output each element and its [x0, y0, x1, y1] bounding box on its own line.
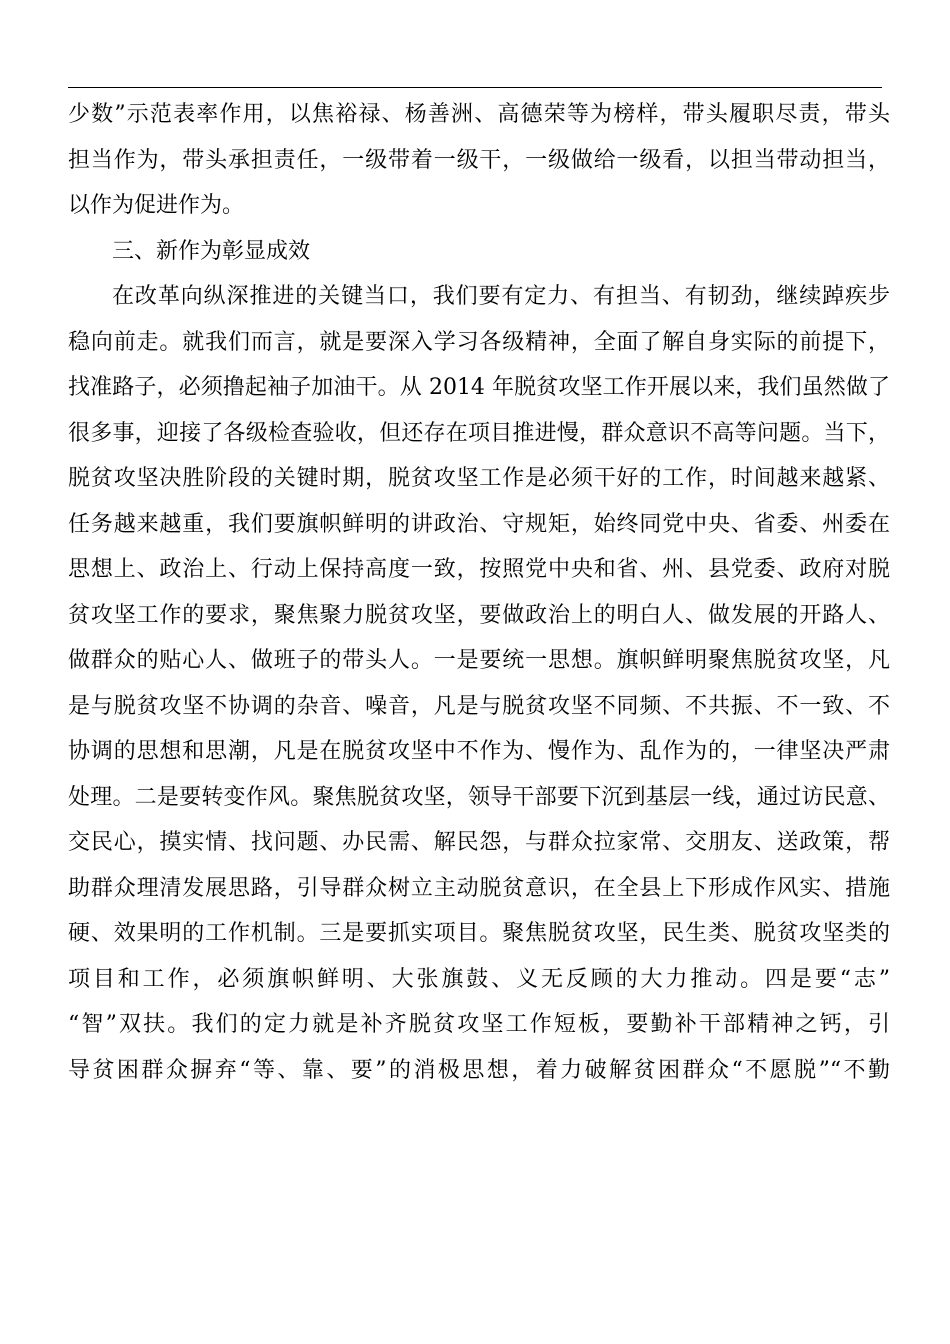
- section-heading: 三、新作为彰显成效: [112, 238, 311, 264]
- text-line: 导贫困群众摒弃“等、靠、要”的消极思想，着力破解贫困群众“不愿脱”“不勤: [68, 1057, 890, 1083]
- text-line: 稳向前走。就我们而言，就是要深入学习各级精神，全面了解自身实际的前提下，: [68, 329, 890, 355]
- text-line: 找准路子，必须撸起袖子加油干。从 2014 年脱贫攻坚工作开展以来，我们虽然做了: [68, 375, 890, 400]
- text-line: 思想上、政治上、行动上保持高度一致，按照党中央和省、州、县党委、政府对脱: [68, 557, 890, 582]
- paragraph-first-line: 在改革向纵深推进的关键当口，我们要有定力、有担当、有韧劲，继续踔疾步: [112, 284, 890, 309]
- text-line: 项目和工作，必须旗帜鲜明、大张旗鼓、义无反顾的大力推动。四是要“志”: [68, 966, 890, 992]
- text-line: 少数”示范表率作用，以焦裕禄、杨善洲、高德荣等为榜样，带头履职尽责，带头: [68, 102, 890, 127]
- header-rule: [68, 87, 882, 88]
- text-line: 担当作为，带头承担责任，一级带着一级干，一级做给一级看，以担当带动担当，: [68, 147, 890, 173]
- text-line: 交民心，摸实情、找问题、办民需、解民怨，与群众拉家常、交朋友、送政策，帮: [68, 830, 890, 855]
- text-line: 协调的思想和思潮，凡是在脱贫攻坚中不作为、慢作为、乱作为的，一律坚决严肃: [68, 739, 890, 764]
- text-line: 脱贫攻坚决胜阶段的关键时期，脱贫攻坚工作是必须干好的工作，时间越来越紧、: [68, 466, 890, 491]
- text-line: 很多事，迎接了各级检查验收，但还存在项目推进慢，群众意识不高等问题。当下，: [68, 420, 890, 446]
- text-line: “智”双扶。我们的定力就是补齐脱贫攻坚工作短板，要勤补干部精神之钙，引: [68, 1012, 890, 1037]
- text-line: 是与脱贫攻坚不协调的杂音、噪音，凡是与脱贫攻坚不同频、不共振、不一致、不: [68, 693, 890, 719]
- text-line: 助群众理清发展思路，引导群众树立主动脱贫意识，在全县上下形成作风实、措施: [68, 875, 890, 901]
- text-line: 以作为促进作为。: [68, 193, 245, 218]
- text-line: 硬、效果明的工作机制。三是要抓实项目。聚焦脱贫攻坚，民生类、脱贫攻坚类的: [68, 921, 890, 946]
- text-line: 任务越来越重，我们要旗帜鲜明的讲政治、守规矩，始终同党中央、省委、州委在: [68, 511, 890, 537]
- document-body: [68, 92, 890, 1093]
- text-line: 处理。二是要转变作风。聚焦脱贫攻坚，领导干部要下沉到基层一线，通过访民意、: [68, 784, 890, 810]
- text-line: 做群众的贴心人、做班子的带头人。一是要统一思想。旗帜鲜明聚焦脱贫攻坚，凡: [68, 648, 890, 673]
- text-line: 贫攻坚工作的要求，聚焦聚力脱贫攻坚，要做政治上的明白人、做发展的开路人、: [68, 602, 890, 628]
